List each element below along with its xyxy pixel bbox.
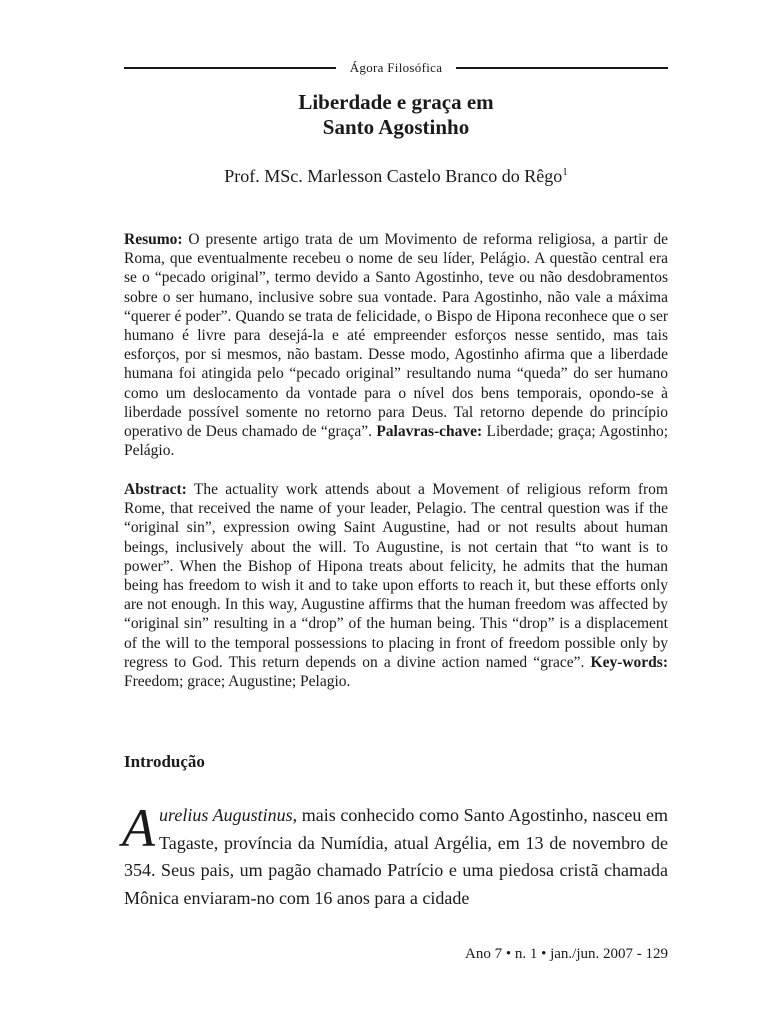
- author-name: Prof. MSc. Marlesson Castelo Branco do Rêgo: [224, 166, 563, 186]
- drop-cap: A: [122, 798, 155, 858]
- article-title: [124, 90, 668, 140]
- resumo-label: Resumo:: [124, 231, 183, 248]
- running-head: [124, 58, 668, 78]
- key-words-label: Key-words:: [590, 653, 669, 671]
- journal-name: Ágora Filosófica: [349, 60, 443, 75]
- header-rule-right: [456, 67, 668, 69]
- page-footer: Ano 7 • n. 1 • jan./jun. 2007 - 129: [465, 946, 668, 962]
- resumo-paragraph: [124, 230, 668, 460]
- footnote-mark: 1: [562, 166, 568, 178]
- resumo-text: O presente artigo trata de um Movimento de reforma religiosa, a partir de Roma, que eventualmente recebeu o nome de seu líder, Pelágio. A questão central era se o “pecado original”, termo devido a Santo Agostinho, teve ou não desdobramentos sobre o ser humano, inclusive sobre sua vontade. Para Agostinho, não vale a máxima “querer é poder”. Quando se trata de felicidade, o Bispo de Hipona reconhece que o ser humano é livre para desejá-la e até empreender esforços nesse sentido, mas tais esforços, por si mesmos, não bastam. Desse modo, Agostinho afirma que a liberdade humana foi atingida pelo “pecado original” resultando numa “queda” do ser humano como um deslocamento da vontade para o nível dos bens temporais, opondo-se à liberdade possível somente no retorno para Deus. Tal retorno depende do princípio operativo de Deus chamado de “graça”.: [124, 231, 668, 441]
- title-line-1: Liberdade e graça em: [298, 90, 494, 114]
- header-rule-left: [124, 67, 336, 69]
- key-words-text: Freedom; grace; Augustine; Pelagio.: [124, 673, 351, 691]
- introduction-paragraph: [122, 798, 669, 912]
- intro-text: , mais conhecido como Santo Agostinho, nasceu em Tagaste, província da Numídia, atual Argélia, em 13 de novembro de 354. Seus pais, um pagão chamado Patrício e uma piedosa cristã chamada Mônica enviaram-no com 16 anos para a cidade: [124, 805, 669, 908]
- abstract-paragraph: [124, 480, 668, 691]
- author-line: [124, 165, 668, 187]
- palavras-chave-label: Palavras-chave:: [376, 423, 483, 441]
- section-heading-introducao: Introdução: [124, 752, 205, 771]
- abstract-text: The actuality work attends about a Movement of religious reform from Rome, that received the name of your leader, Pelagio. The central question was if the “original sin”, expression owing Saint Augustine, had or not results about human beings, inclusively about the will. To Augustine, is not certain that “to want is to power”. When the Bishop of Hipona treats about felicity, he admits that the human being has freedom to wish it and to take upon efforts to reach it, but these efforts only are not enough. In this way, Augustine affirms that the human freedom was affected by “original sin” resulting in a “drop” of the human being. This “drop” is a displacement of the will to the temporal possessions to placing in front of freedom possible only by regress to God. This return depends on a divine action named “grace”.: [124, 481, 668, 671]
- abstract-label: Abstract:: [124, 481, 187, 498]
- title-line-2: Santo Agostinho: [322, 115, 470, 139]
- palavras-chave-text: Liberdade; graça; Agostinho; Pelágio.: [124, 423, 669, 460]
- intro-italic-lead: urelius Augustinus: [159, 805, 293, 825]
